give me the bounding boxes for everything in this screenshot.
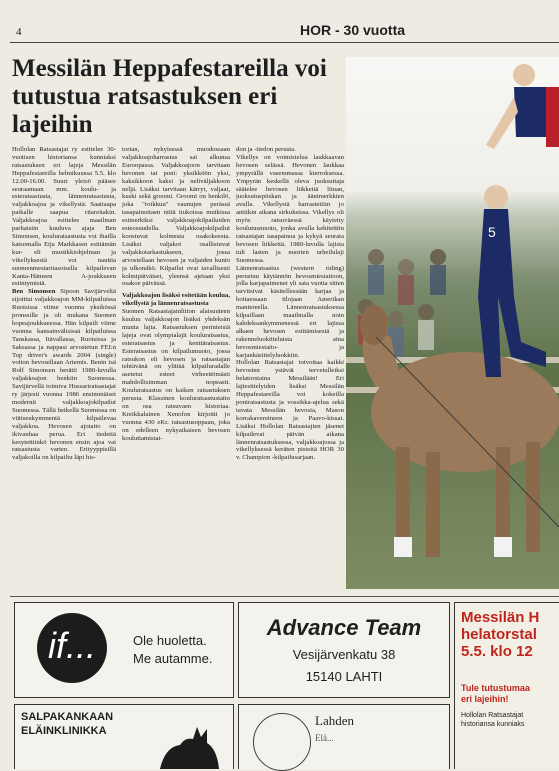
rider-number: 5	[488, 224, 496, 240]
section-header: HOR - 30 vuotta	[300, 22, 406, 38]
article-column-1	[12, 146, 116, 598]
ads-divider	[10, 596, 559, 597]
paragraph: Hollolan Ratsastajat ry esittelee 30-vuotisen historiansa kunniaksi ratsastuksen eri lajeja Messilän Heppafestareilla helmikuussa 5.5. klo 12.00-16.00. Suuri yleisö pääsee seuraamaan mm. koulu- ja esteratsastusta, lännenratsastusta, valjakkoajoa ja vikellystä. Saattaapa paikalle saapua ritareitakin. Valjakkoajoa esittelee maailman parhaisiin kuuluva ajaja Ben Simonsen, kouluratsastusta voi ihailla katsomalla Eija Markkasen esittämän kur- eli musiikkiohjelman ja vikellyksestä voi nauttia suomenmestaritasoisella kilpailevan Kanta-Hämeen A-joukkueen esiintymistä.	[12, 146, 116, 288]
cta-line: Tule tutustumaa	[461, 683, 530, 693]
city-address: 15140 LAHTI	[305, 669, 383, 684]
event-note	[461, 711, 559, 729]
event-cta	[461, 683, 559, 705]
title-line: Messilän H	[461, 609, 540, 626]
insurance-ad[interactable]	[14, 602, 234, 698]
article-column-2	[122, 146, 230, 598]
article-column-3	[236, 146, 344, 598]
slogan-line-1: Ole huoletta.	[133, 633, 207, 648]
paragraph: don ja -tiedon perusta.	[236, 146, 296, 153]
subheading: Valjakkoajon lisäksi esitetään koulua, vikellystä ja lännenratsastusta	[122, 292, 230, 308]
vaulting-photo	[346, 57, 559, 589]
animal-silhouette-icon	[155, 717, 225, 769]
paragraph-text: Sipoon Savijärveltä sijoittui valjakkoajon MM-kilpailuissa Ruotsissa viime vuonna yksikössä pronssille ja oli mukana Suomen hopeajoukkueessa. Hän kilpaili viime vuonna kansainvälisissä kilpailuissa Tanskassa, Itävallassa, Ruotsissa ja Saksassa ja nappasi arvostetun FEI:n Top driver's awards 2004 (single) voiton hevosellaan Artemis. Benin isä Rolf Simonsen herätti 1980-luvulla valjakkoajon henkiin Suomessa. Savijärvellä toimiva Hussariratsastajat ry järjesti vuonna 1986 ensimmäiset modernit valjakkoajokilpailut Suomessa. Tällä hetkellä Suomessa on viitisenkymmentä kilpailevaa valjakkoa. Hevosen ajotaito on ikivanhaa perua. Eri tiedettä kesytettiinkö hevonen ensin ajoa vai ratsastusta varten. Erityyppisillä valjakoilla on kilpailtu läpi his-	[12, 288, 116, 462]
event-ad[interactable]	[454, 602, 559, 769]
paragraph	[12, 288, 116, 462]
lahden-subtitle: Elä...	[315, 733, 334, 743]
company-name: Advance Team	[266, 615, 422, 640]
if-logo: if...	[37, 613, 107, 683]
lead-name: Ben Simonsen	[12, 288, 56, 296]
cta-line: eri lajeihin!	[461, 694, 509, 704]
note-line: Hollolan Ratsastajat	[461, 712, 524, 719]
header-rule	[10, 42, 559, 43]
note-line: historiansa kunniaks	[461, 721, 525, 728]
page-number: 4	[16, 26, 22, 38]
event-title	[461, 609, 559, 660]
paragraph: Vikellys on voimistelua laukkaavan hevosen selässä. Hevonen laukkaa ympyrällä vasemmassa kierroksessa. Ympyrän keskellä oleva juoksuttaja säätelee hevosen liikkeitä liinan, juoksutuspiiskan ja äänimerkkien avulla. Vikellystä harrastettiin jo antiikin aikana sirkuksissa. Vikellys oli myös ratsuväessä käytetty koulutusmuoto, jonka avulla kehitettiin ratsastajan tasapainoa ja kykyä seurata hevosen liikkeitä. 1980-luvulla lajista tuli lasten ja nuorten urheilulaji Suomessa.	[236, 153, 344, 264]
article-headline: Messilän Heppafestareilla voi tutustua ratsastuksen eri lajeihin	[12, 55, 327, 138]
lahden-logo	[253, 713, 311, 771]
lahden-name: Lahden	[315, 713, 354, 728]
advance-team-ad[interactable]	[238, 602, 450, 698]
paragraph: Hollolan Ratsastajat toivottaa kaikki hevosten ystävät tervetulleiksi helatorstaina Messilään! Eri lajiesittelyiden lisäksi Messilän Heppafestareilla voi kokeilla poniratsastusta ja vossikka-ajelua sekä tavata Messilän hevosia, Mason korrakavereineen ja Paavo-kissat. Lisäksi Hollolan Ratsastajien jäsenet kilpailevat päivän aikana lännenratsastuksessa, valjakkoajossa ja vikellyksessä keräten pisteitä HOR 30 v. Champion -kilpailusarjaan.	[236, 359, 344, 462]
paragraph: torian, nykyisessä muodossaan valjakkoajoharrastus sai alkunsa Euroopassa. Valjakkoajoon tarvitaan hevonen tai poni: yksikköön yksi, kaksikkoon kaksi ja neliväljakkoon neljä. Lisäksi tarvitaan kärryt, valjaat, kuski sekä groomi. Groomi on henkilö, joka "roikkuu" vaunujen perässä tasapainottaen niitä tiukoissa mutkissa esimerkiksi valjakkoajokilpailuiden esteosuudella. Valjakkoajokilpailut koostuvat kolmesta osakokeesta. Lisäksi valjakot osallistuvat valjakkotarkastukseen, jossa arvostellaan hevosen ja valjaiden kunto ja ulkonäkö. Kilpailut ovat tavallisesti kolmipäiväiset, yleensä ajetaan yksi osakoe päivässä.	[122, 146, 230, 288]
paragraph: Lännenratsastus (western riding) perustuu käytännön hevosmiestaitoon, jolla karjapaimenet yli sata vuotta sitten tarvitsivat käsitellessään karjaa ja hoitaessaan tilojaan Amerikan mantereella. Lännenratsastuksessa kilpaillaan maailmalla noin kahdeksankymmenessä eri lajissa alkaen hevosen esittämisestä ja rakenneluokitteluista aina hevosmiestaito- ja karjankäsittelyluokkiin.	[236, 264, 344, 359]
lahden-ad[interactable]	[238, 704, 450, 769]
vet-clinic-ad[interactable]	[14, 704, 234, 769]
title-line: helatorstal	[461, 626, 537, 643]
vet-name-line-1: SALPAKANKAAN	[21, 711, 114, 723]
slogan-line-2: Me autamme.	[133, 651, 213, 666]
vet-name-line-2: ELÄINKLINIKKA	[21, 725, 107, 737]
title-line: 5.5. klo 12	[461, 643, 533, 660]
street-address: Vesijärvenkatu 38	[292, 647, 396, 662]
paragraph: Suomen Ratsastajainliiton alaisuuteen kuuluu valjakkoajon lisäksi yhdeksän muuta lajia. Ratsastuksen perinteisiä lajeja ovat olympialajit kouluratsastus, esteratsastus ja kenttäratsastus. Esteratsastus on kilpailumuoto, jossa ratsukon eli hevosen ja ratsastajan tehtävänä on ylittää kilpailuradalle asetetut esteet virheettömästi mahdollisimman nopeasti. Kouluratsastus on kaiken ratsastuksen perusta. Klassinen kouluratsastustaito on osa ratsuvaen historiaa. Kreikkalainen Xenofon kirjoitti jo vuonna 430 eKr. ratsastusoppaan, joka on edelleen nykyaikaisen hevosen kouluttamistai-	[122, 308, 230, 442]
